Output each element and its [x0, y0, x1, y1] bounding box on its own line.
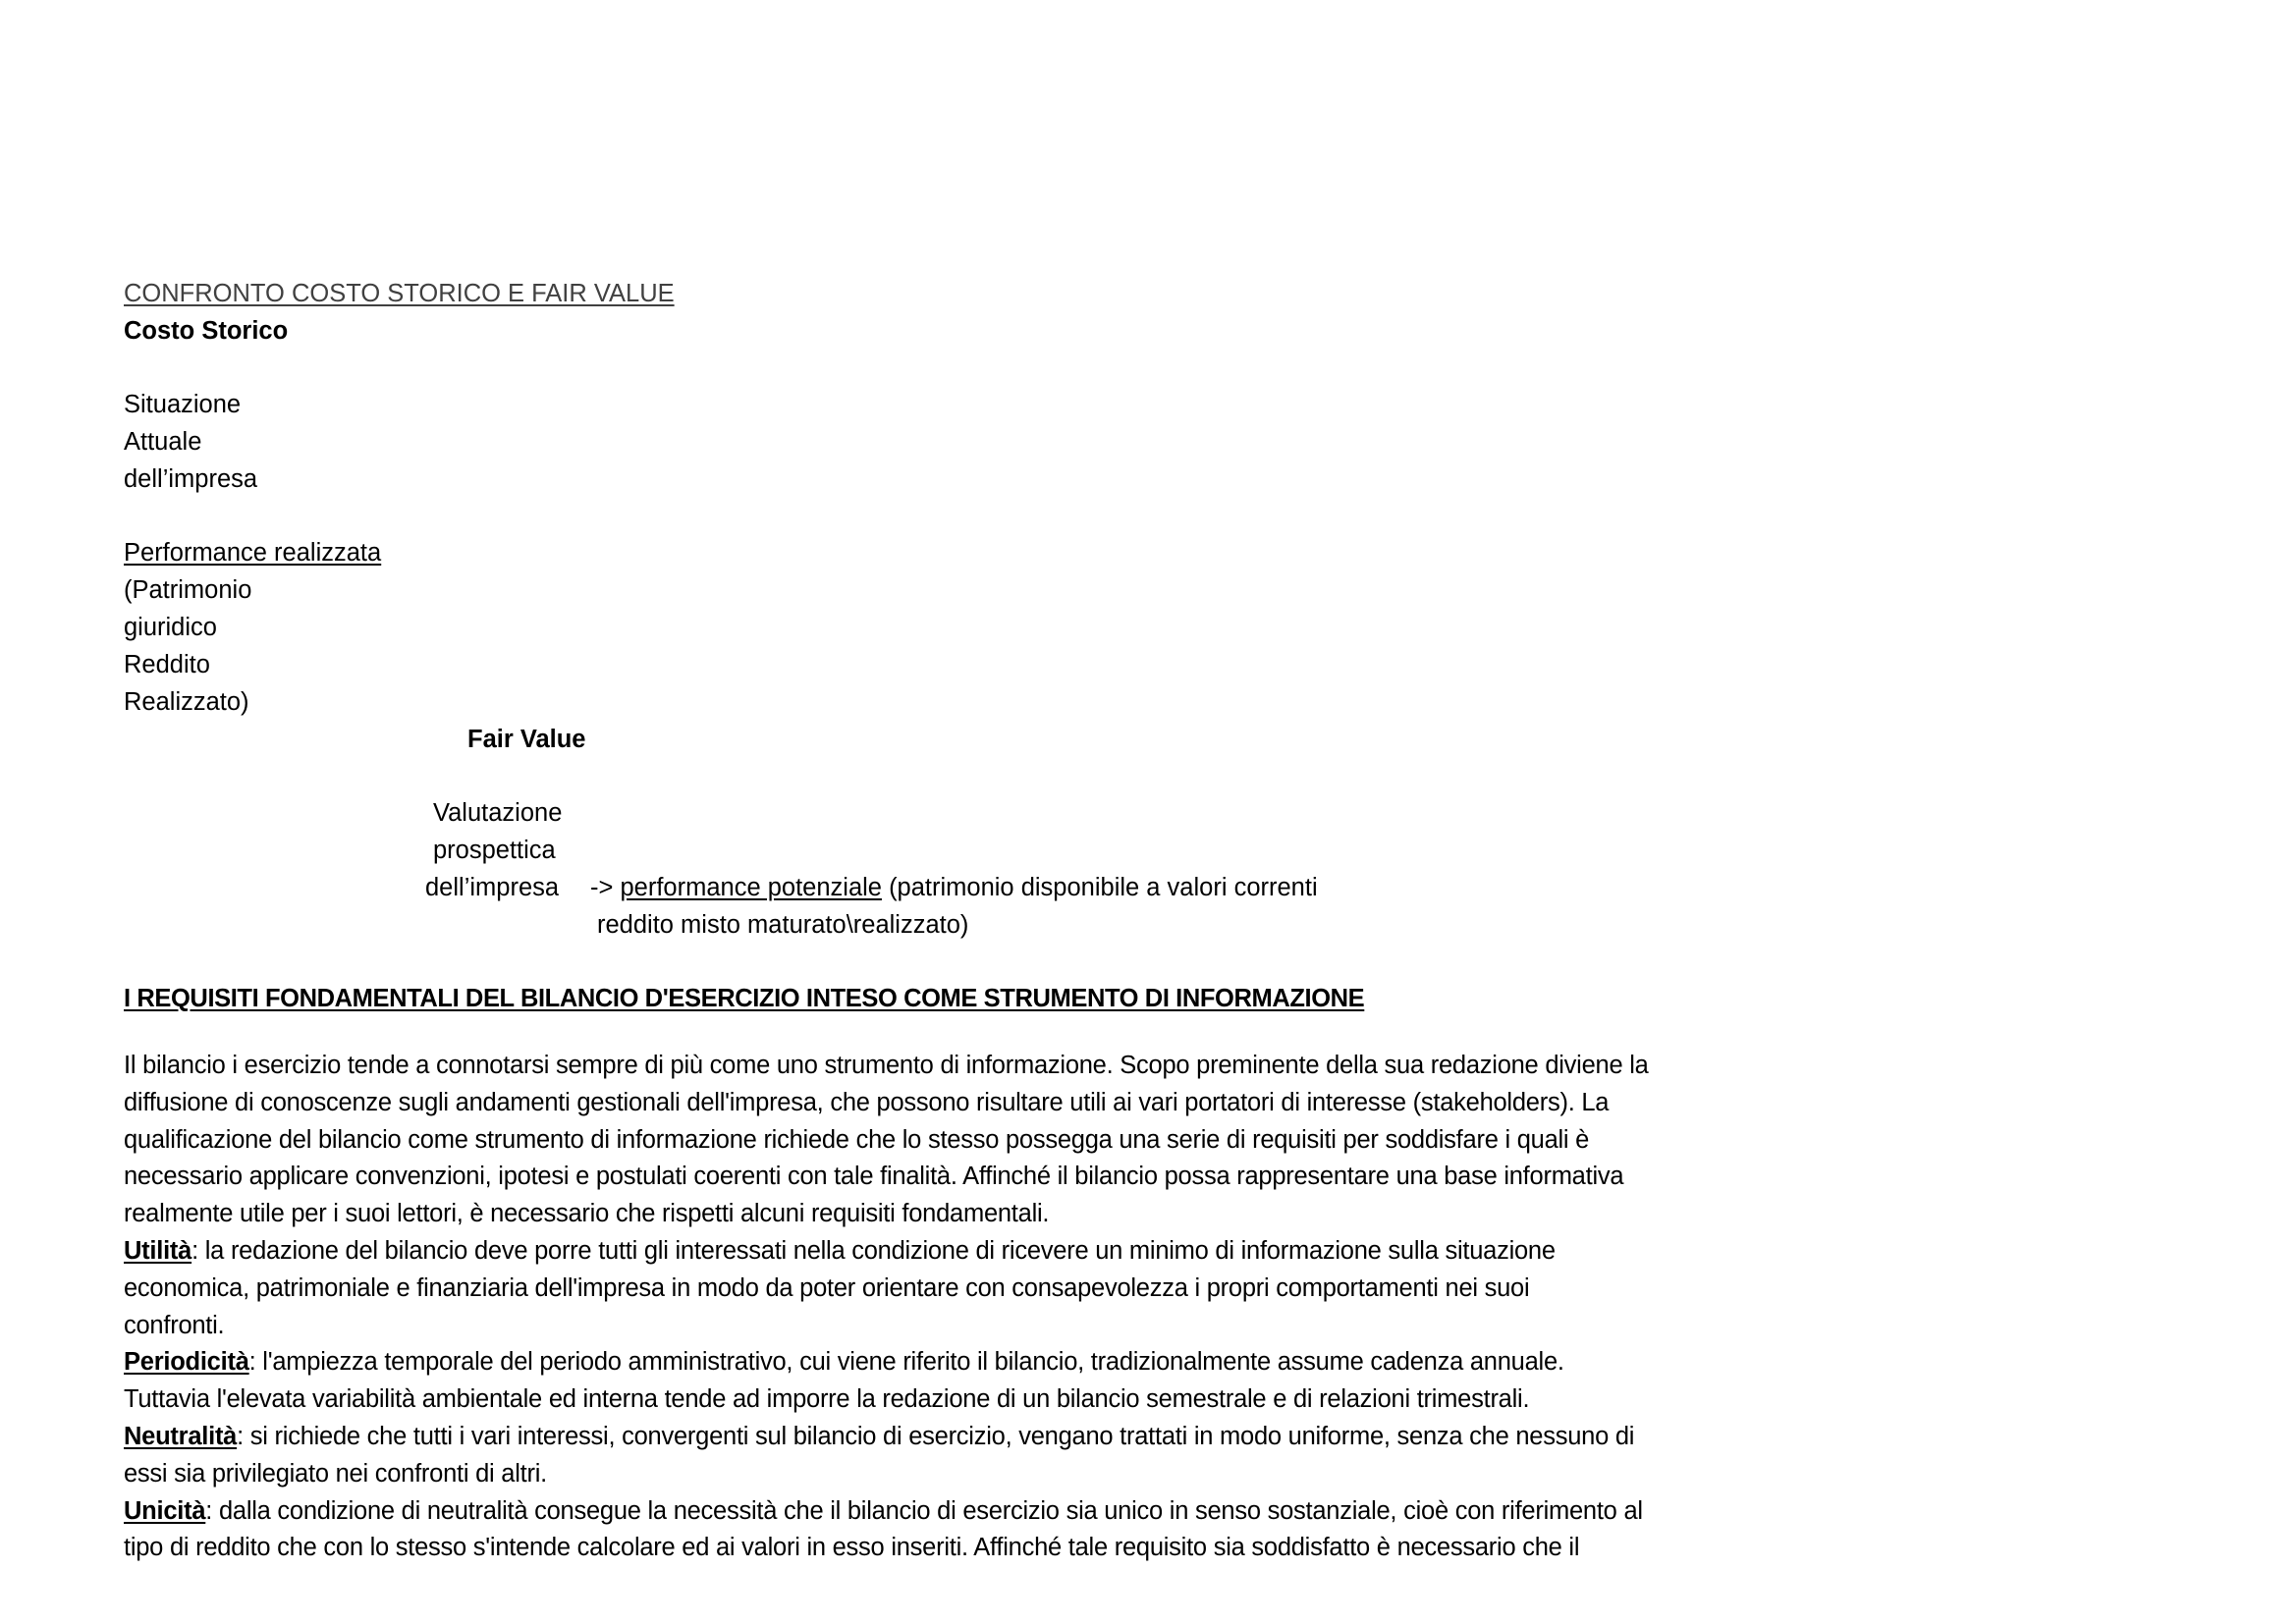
- arrow: ->: [590, 874, 614, 901]
- situazione-line: Situazione: [124, 391, 242, 418]
- valutazione-line: Valutazione: [433, 799, 563, 827]
- intro-line: realmente utile per i suoi lettori, è necessario che rispetti alcuni requisiti fondamentali.: [124, 1200, 1050, 1228]
- neutralita-text: : si richiede che tutti i vari interessi, convergenti sul bilancio di esercizio, vengano trattati in modo uniforme, senza che nessuno di: [237, 1422, 1635, 1450]
- neutralita-cont-line: essi sia privilegiato nei confronti di altri.: [124, 1459, 547, 1488]
- situazione-line: dell’impresa: [124, 465, 258, 493]
- neutralita-line: [124, 1419, 1891, 1456]
- performance-potenziale-rest: (patrimonio disponibile a valori correnti: [881, 874, 1318, 901]
- utilita-text: : la redazione del bilancio deve porre tutti gli interessati nella condizione di ricevere un minimo di informazione sulla situazione: [191, 1236, 1556, 1265]
- body-text: [124, 1048, 1891, 1567]
- utilita-cont-line: economica, patrimoniale e finanziaria dell'impresa in modo da poter orientare con consapevolezza i propri comportamenti nei suoi: [124, 1273, 1530, 1302]
- intro-line: qualificazione del bilancio come strumento di informazione richiede che lo stesso possegga una serie di requisiti per soddisfare i quali è: [124, 1125, 1590, 1154]
- patrimonio-line: Reddito: [124, 651, 210, 678]
- term-periodicita: Periodicità: [124, 1348, 249, 1377]
- performance-potenziale-label: performance potenziale: [620, 874, 882, 901]
- utilita-cont-line: confronti.: [124, 1311, 225, 1339]
- patrimonio-line: giuridico: [124, 614, 217, 641]
- intro-line: Il bilancio i esercizio tende a connotarsi sempre di più come uno strumento di informazione. Scopo preminente della sua redazione diviene la: [124, 1052, 1649, 1079]
- term-utilita: Utilità: [124, 1236, 192, 1265]
- performance-realizzata-label: Performance realizzata: [124, 539, 382, 567]
- periodicita-line: [124, 1344, 1891, 1381]
- term-unicita: Unicità: [124, 1496, 206, 1525]
- unicita-line: [124, 1493, 1891, 1531]
- valutazione-line: dell’impresa: [425, 874, 560, 901]
- heading-fair-value: Fair Value: [467, 726, 586, 753]
- patrimonio-line: Realizzato): [124, 688, 249, 716]
- performance-potenziale-line2: reddito misto maturato\realizzato): [597, 911, 969, 939]
- section-title-confronto: CONFRONTO COSTO STORICO E FAIR VALUE: [124, 280, 675, 307]
- unicita-text: : dalla condizione di neutralità consegue la necessità che il bilancio di esercizio sia unico in senso sostanziale, cioè con riferimento al: [205, 1496, 1643, 1525]
- intro-line: diffusione di conoscenze sugli andamenti gestionali dell'impresa, che possono risultare utili ai vari portatori di interesse (stakeholders). La: [124, 1088, 1610, 1116]
- periodicita-text: : l'ampiezza temporale del periodo amministrativo, cui viene riferito il bilancio, tradizionalmente assume cadenza annuale.: [248, 1348, 1564, 1377]
- performance-potenziale-line: [590, 870, 1318, 907]
- valutazione-line: prospettica: [433, 837, 556, 864]
- section-title-requisiti: I REQUISITI FONDAMENTALI DEL BILANCIO D'ESERCIZIO INTESO COME STRUMENTO DI INFORMAZIONE: [124, 985, 1365, 1012]
- patrimonio-line: (Patrimonio: [124, 576, 252, 604]
- utilita-line: [124, 1233, 1891, 1271]
- term-neutralita: Neutralità: [124, 1422, 238, 1450]
- situazione-line: Attuale: [124, 428, 202, 456]
- unicita-cont-line: tipo di reddito che con lo stesso s'intende calcolare ed ai valori in esso inseriti. Affinché tale requisito sia soddisfatto è necessario che il: [124, 1534, 1580, 1562]
- periodicita-cont-line: Tuttavia l'elevata variabilità ambientale ed interna tende ad imporre la redazione di un bilancio semestrale e di relazioni trimestrali.: [124, 1385, 1530, 1414]
- heading-costo-storico: Costo Storico: [124, 317, 289, 345]
- intro-line: necessario applicare convenzioni, ipotesi e postulati coerenti con tale finalità. Affinché il bilancio possa rappresentare una base informativa: [124, 1163, 1624, 1191]
